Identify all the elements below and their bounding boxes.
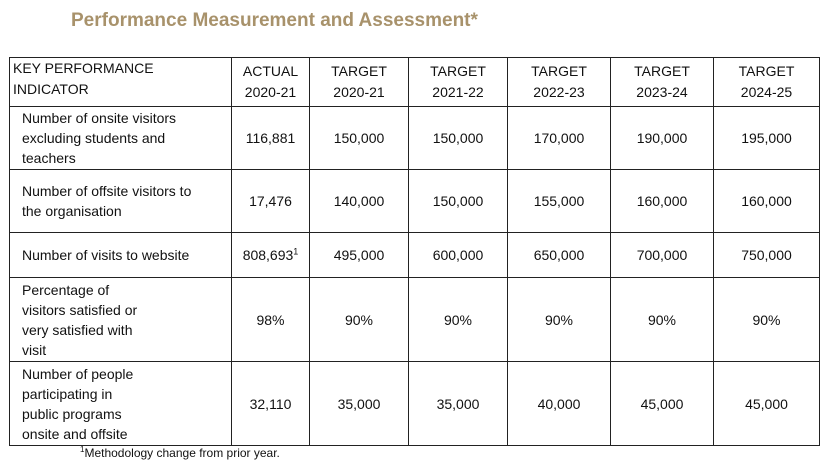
table-header-row: [10, 58, 820, 107]
cell-value: 195,000: [714, 107, 820, 170]
kpi-table: [9, 57, 820, 446]
cell-value: 17,476: [232, 170, 310, 233]
footnote-mark: 1: [80, 445, 85, 454]
cell-value: 808,693$^1$: [232, 233, 310, 278]
header-actual-2020-21: ACTUAL 2020-21: [232, 58, 310, 107]
cell-value: 190,000: [611, 107, 714, 170]
cell-value: 150,000: [409, 170, 508, 233]
cell-value: 650,000: [508, 233, 611, 278]
cell-value: 40,000: [508, 362, 611, 446]
cell-value: 45,000: [611, 362, 714, 446]
footnote: [80, 446, 280, 460]
header-target-2024-25: TARGET 2024-25: [714, 58, 820, 107]
cell-value: 495,000: [310, 233, 409, 278]
page-title: Performance Measurement and Assessment*: [71, 10, 478, 31]
cell-value: 35,000: [310, 362, 409, 446]
cell-value: 170,000: [508, 107, 611, 170]
row-label: Number of offsite visitors to the organisation: [10, 170, 232, 233]
cell-value: 90%: [611, 278, 714, 362]
cell-value: 90%: [310, 278, 409, 362]
cell-value: 160,000: [611, 170, 714, 233]
table-row: [10, 278, 820, 362]
cell-value: 150,000: [310, 107, 409, 170]
cell-value: 45,000: [714, 362, 820, 446]
cell-value: 600,000: [409, 233, 508, 278]
table-row: [10, 170, 820, 233]
cell-value: 700,000: [611, 233, 714, 278]
cell-value: 98%: [232, 278, 310, 362]
cell-value: 150,000: [409, 107, 508, 170]
footnote-text: Methodology change from prior year.: [84, 446, 280, 460]
row-label: Number of people participating in public programs onsite and offsite: [10, 362, 232, 446]
table-row: [10, 107, 820, 170]
cell-value: 90%: [508, 278, 611, 362]
cell-value: 140,000: [310, 170, 409, 233]
table-row: [10, 362, 820, 446]
row-label: Number of visits to website: [10, 233, 232, 278]
header-kpi: KEY PERFORMANCE INDICATOR: [10, 58, 232, 107]
cell-value: 116,881: [232, 107, 310, 170]
cell-value: 160,000: [714, 170, 820, 233]
cell-value: 90%: [714, 278, 820, 362]
header-target-2023-24: TARGET 2023-24: [611, 58, 714, 107]
cell-value: 750,000: [714, 233, 820, 278]
cell-value: 90%: [409, 278, 508, 362]
row-label: Number of onsite visitors excluding students and teachers: [10, 107, 232, 170]
header-target-2022-23: TARGET 2022-23: [508, 58, 611, 107]
header-target-2021-22: TARGET 2021-22: [409, 58, 508, 107]
header-target-2020-21: TARGET 2020-21: [310, 58, 409, 107]
cell-value: 155,000: [508, 170, 611, 233]
row-label: Percentage of visitors satisfied or very satisfied with visit: [10, 278, 232, 362]
cell-value: 32,110: [232, 362, 310, 446]
footnote-marker: 1: [293, 246, 299, 257]
cell-value: 35,000: [409, 362, 508, 446]
table-row: [10, 233, 820, 278]
